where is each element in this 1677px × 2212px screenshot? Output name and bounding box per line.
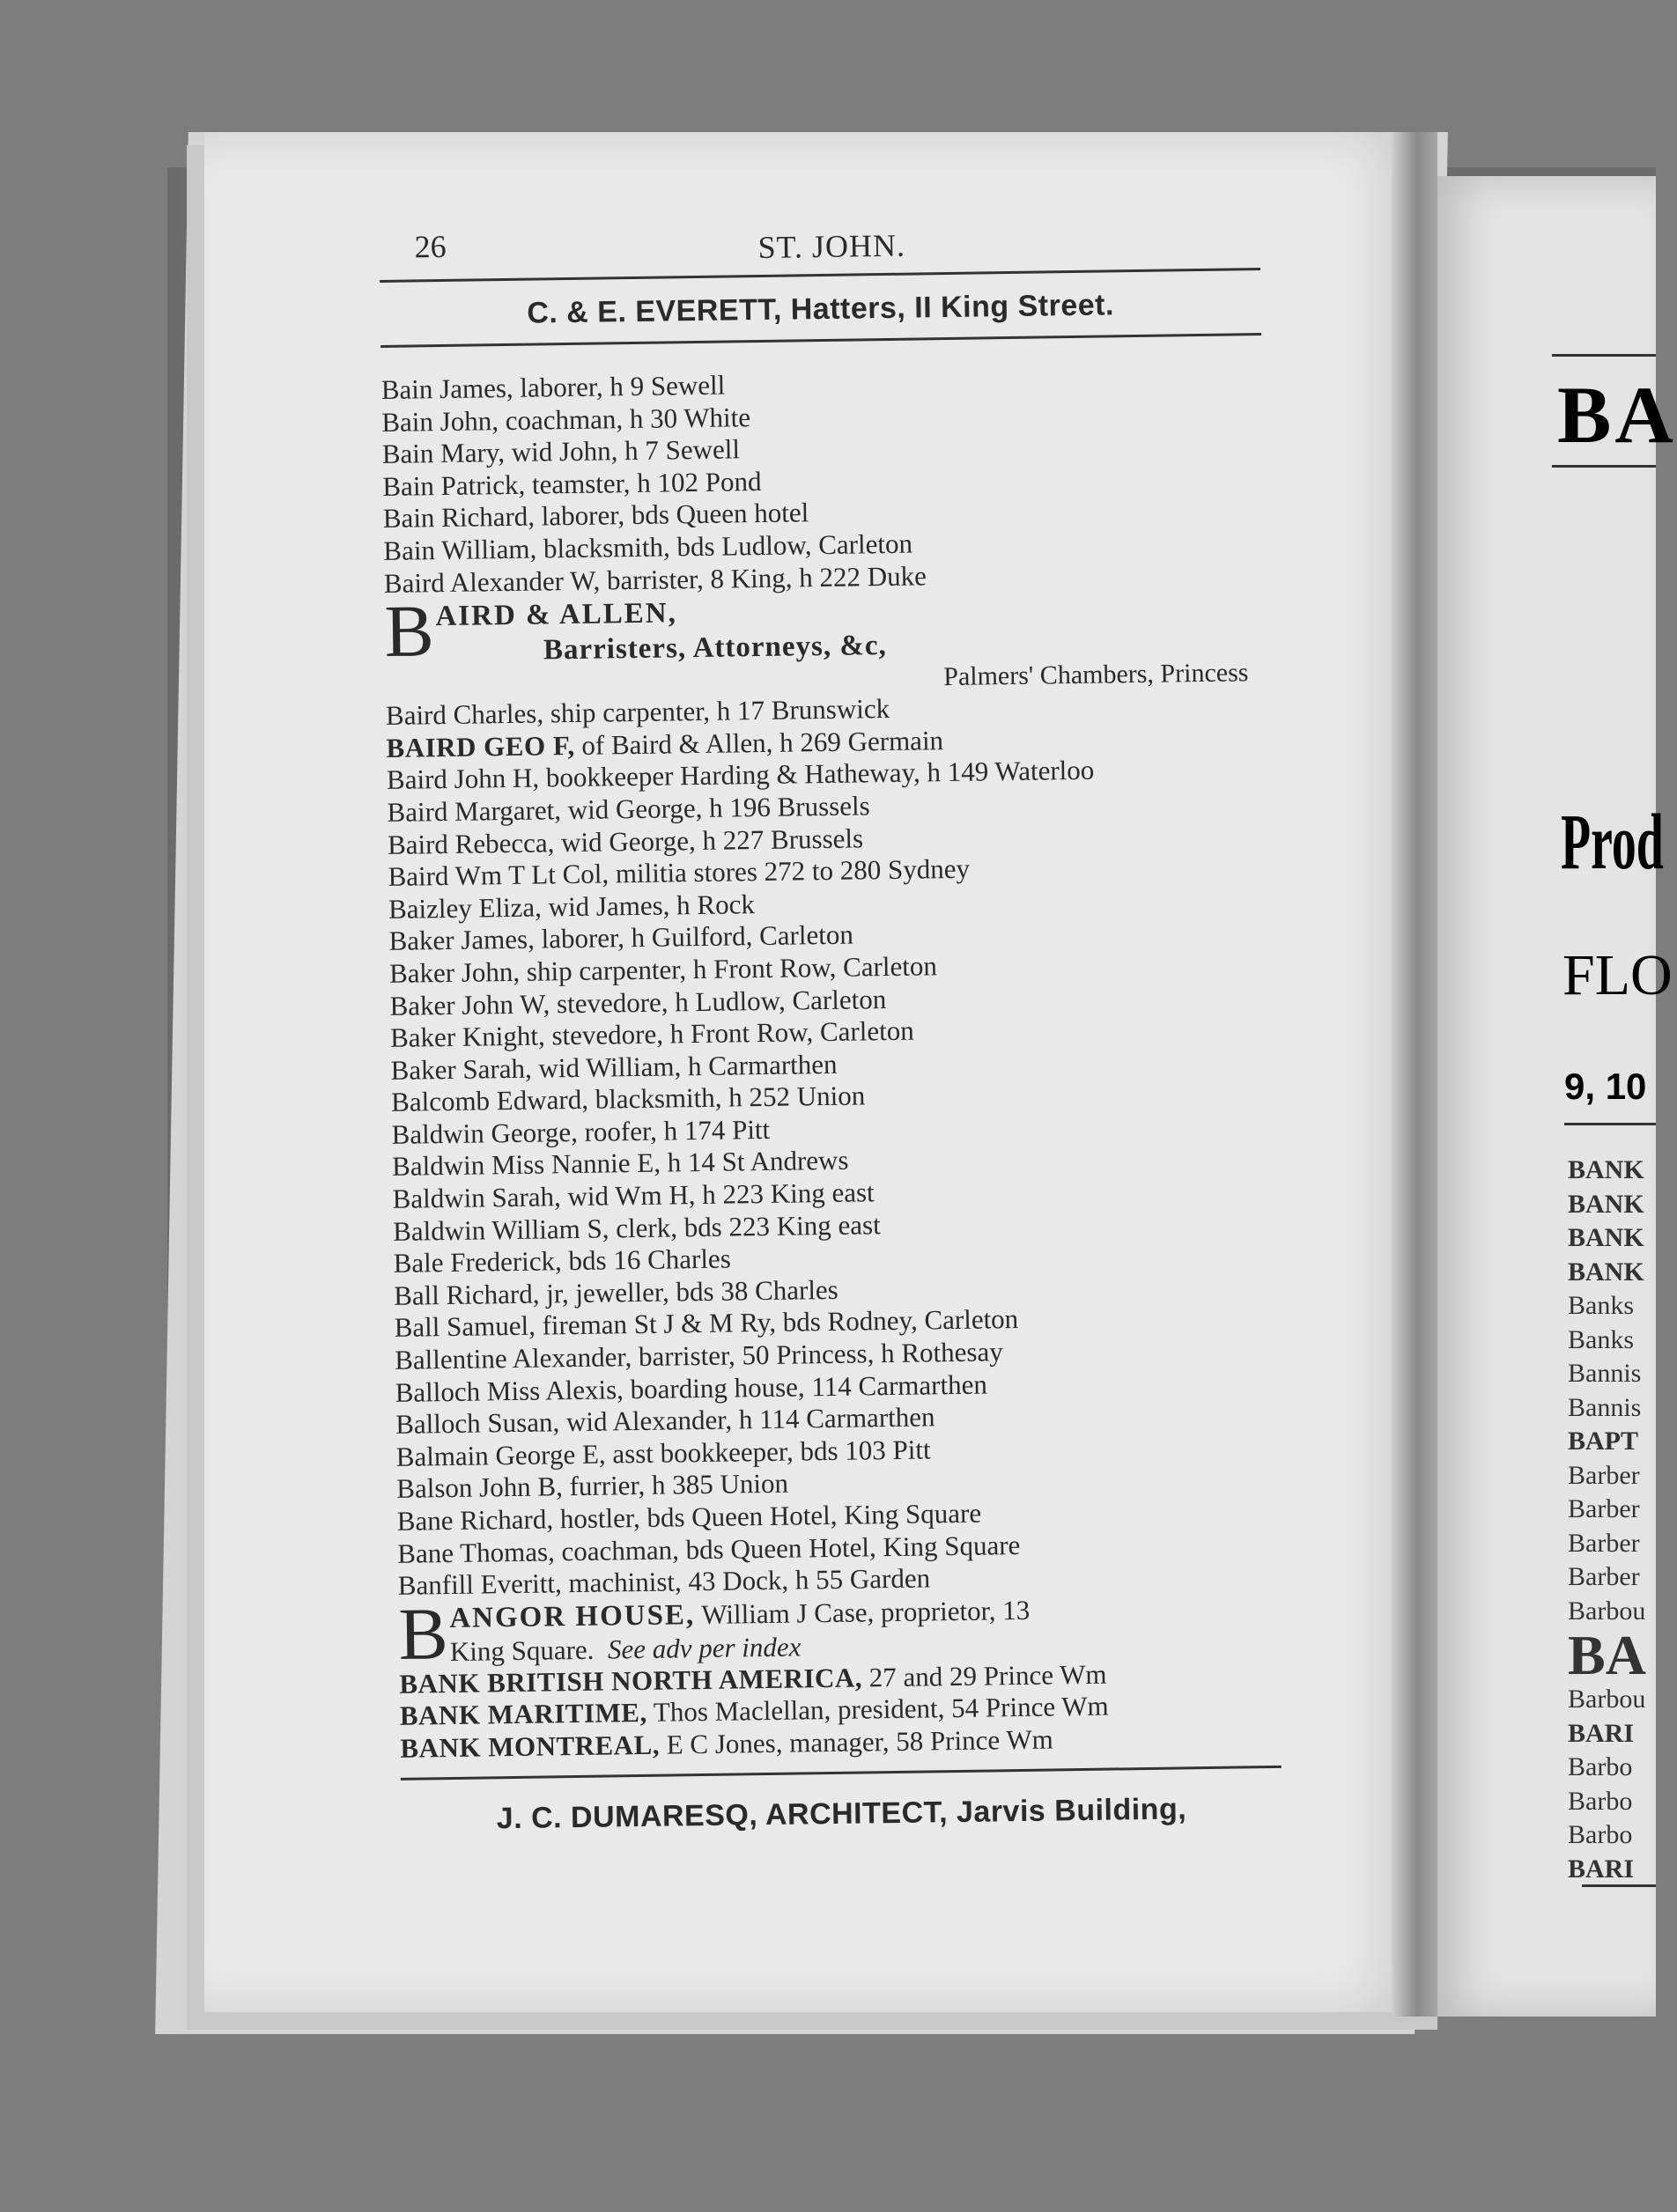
list-item: BARI	[1568, 1854, 1635, 1884]
list-item: Baldwin George, roofer, h 174 Pitt	[391, 1113, 771, 1150]
list-item: Balcomb Edward, blacksmith, h 252 Union	[390, 1080, 866, 1118]
list-item: Bannis	[1568, 1392, 1642, 1422]
list-item: Ballentine Alexander, barrister, 50 Princess, h Rothesay	[394, 1336, 1003, 1375]
right-page-prod: Prod	[1561, 799, 1664, 886]
bank-name: BANK MARITIME,	[399, 1697, 647, 1732]
list-item: Baldwin William S, clerk, bds 223 King east	[392, 1208, 881, 1247]
list-item: Baird Charles, ship carpenter, h 17 Brunswick	[385, 693, 890, 732]
book-gutter	[1392, 132, 1437, 2017]
right-page-bottom-rule	[1582, 1884, 1656, 1887]
list-item: Baird Margaret, wid George, h 196 Brussels	[387, 790, 870, 828]
list-item: Bain James, laborer, h 9 Sewell	[380, 369, 726, 405]
list-item: Balmain George E, asst bookkeeper, bds 103 Pitt	[395, 1434, 931, 1472]
entry-name-bold: BAIRD GEO F,	[386, 729, 575, 763]
list-item: Baird Wm T Lt Col, militia stores 272 to 280 Sydney	[388, 852, 971, 893]
bangor-name: ANGOR HOUSE,	[449, 1598, 696, 1634]
right-page-top-rule	[1552, 354, 1656, 357]
firm-name: AIRD & ALLEN,	[435, 597, 678, 633]
firm-address: Palmers' Chambers, Princess	[943, 658, 1249, 692]
list-item: Bain Mary, wid John, h 7 Sewell	[381, 433, 741, 470]
bottom-advertisement: J. C. DUMARESQ, ARCHITECT, Jarvis Building,	[496, 1791, 1187, 1835]
directory-entries	[380, 343, 1281, 1765]
list-item: Bannis	[1568, 1359, 1642, 1388]
list-item: Baird Alexander W, barrister, 8 King, h 222 Duke	[383, 559, 927, 599]
list-item: Barbou	[1568, 1596, 1646, 1626]
right-page-flo: FLO	[1562, 943, 1673, 1007]
list-item: Barber	[1568, 1528, 1640, 1558]
baird-allen-display-ad	[384, 587, 1266, 700]
bangor-detail: William J Case, proprietor, 13	[694, 1594, 1031, 1630]
list-item: Ball Richard, jr, jeweller, bds 38 Charles	[393, 1273, 838, 1311]
list-item: Bain John, coachman, h 30 White	[381, 401, 751, 438]
right-page-heading-rule	[1552, 465, 1656, 468]
list-item: BANK	[1568, 1257, 1644, 1287]
right-page-address-rule	[1564, 1123, 1656, 1125]
left-page-content	[379, 199, 1282, 1837]
list-item: Baldwin Miss Nannie E, h 14 St Andrews	[391, 1145, 849, 1183]
list-item: Baker James, laborer, h Guilford, Carleton	[388, 918, 854, 957]
list-item: BANK	[1568, 1155, 1644, 1184]
list-item: BARI	[1568, 1718, 1635, 1748]
bangor-note: See adv per index	[607, 1631, 802, 1665]
drop-cap: B	[397, 1592, 449, 1676]
list-item: Baizley Eliza, wid James, h Rock	[388, 888, 756, 925]
right-page-entries	[1568, 1154, 1646, 1886]
running-title: ST. JOHN.	[757, 227, 906, 265]
list-item: Bane Richard, hostler, bds Queen Hotel, King Square	[396, 1497, 982, 1537]
bank-name: BANK BRITISH NORTH AMERICA,	[399, 1662, 863, 1700]
list-item: Bale Frederick, bds 16 Charles	[393, 1242, 731, 1279]
page-number: 26	[414, 228, 447, 265]
list-item: Ball Samuel, fireman St J & M Ry, bds Rodney, Carleton	[394, 1303, 1019, 1344]
bank-detail: Thos Maclellan, president, 54 Prince Wm	[646, 1690, 1109, 1729]
list-item: Barber	[1568, 1494, 1640, 1523]
list-item: Barber	[1568, 1562, 1640, 1591]
page-header	[379, 199, 1260, 273]
list-item: Balson John B, furrier, h 385 Union	[396, 1468, 789, 1505]
bank-detail: E C Jones, manager, 58 Prince Wm	[659, 1723, 1053, 1760]
entry-detail: of Baird & Allen, h 269 Germain	[574, 724, 944, 761]
list-item: Baker Knight, stevedore, h Front Row, Carleton	[389, 1014, 914, 1054]
list-item: Baker John, ship carpenter, h Front Row, Carleton	[388, 950, 938, 989]
list-item: Balloch Miss Alexis, boarding house, 114 Carmarthen	[395, 1368, 988, 1408]
list-item: Baker John W, stevedore, h Ludlow, Carleton	[389, 983, 887, 1021]
top-advertisement: C. & E. EVERETT, Hatters, II King Street.	[527, 288, 1115, 330]
list-item: Banks	[1568, 1291, 1634, 1320]
list-item: Bain Patrick, teamster, h 102 Pond	[382, 465, 762, 502]
bank-detail: 27 and 29 Prince Wm	[861, 1658, 1107, 1693]
list-item: Bain Richard, laborer, bds Queen hotel	[382, 497, 809, 535]
list-item: BANK	[1568, 1189, 1644, 1219]
right-page-address: 9, 10	[1564, 1065, 1647, 1107]
list-item: Barbou	[1568, 1685, 1646, 1714]
list-item: Baker Sarah, wid William, h Carmarthen	[390, 1048, 838, 1086]
list-item: Barbo	[1568, 1752, 1633, 1781]
list-item: Banfill Everitt, machinist, 43 Dock, h 55 Garden	[397, 1562, 931, 1602]
firm-subtitle: Barristers, Attorneys, &c,	[543, 630, 888, 667]
list-item: Baird John H, bookkeeper Harding & Hatheway, h 149 Waterloo	[386, 755, 1095, 796]
list-item: Banks	[1568, 1324, 1634, 1354]
list-item: BA	[1568, 1624, 1646, 1686]
list-item: Bain William, blacksmith, bds Ludlow, Carleton	[383, 527, 913, 566]
list-item: BANK	[1568, 1223, 1644, 1252]
bangor-address: King Square.	[449, 1633, 595, 1667]
list-item: Balloch Susan, wid Alexander, h 114 Carmarthen	[395, 1401, 935, 1441]
list-item: Barbo	[1568, 1786, 1633, 1816]
list-item: Barber	[1568, 1460, 1640, 1490]
list-item: Barbo	[1568, 1820, 1633, 1849]
list-item: Bane Thomas, coachman, bds Queen Hotel, King Square	[397, 1529, 1021, 1569]
right-page-heading: BA	[1557, 370, 1677, 460]
list-item: Baldwin Sarah, wid Wm H, h 223 King east	[392, 1176, 875, 1214]
list-item: Baird Rebecca, wid George, h 227 Brussels	[387, 822, 864, 860]
list-item: BAPT	[1568, 1427, 1639, 1456]
drop-cap: B	[384, 590, 435, 674]
bank-name: BANK MONTREAL,	[400, 1729, 661, 1764]
